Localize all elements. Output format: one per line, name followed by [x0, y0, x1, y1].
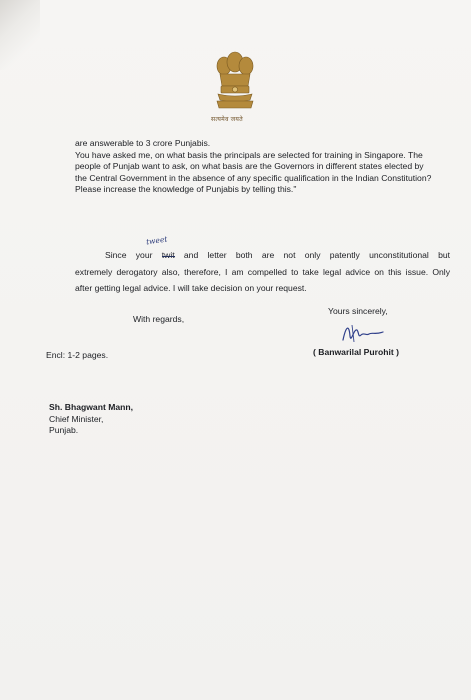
- body-text: Since your: [105, 250, 153, 260]
- body-text: and letter both are not only patently unconstitutional but: [183, 250, 451, 260]
- body-paragraph: [75, 247, 450, 297]
- body-line-1: [75, 247, 450, 264]
- enclosure-note: Encl: 1-2 pages.: [46, 350, 109, 360]
- text-line: Please increase the knowledge of Punjabis by telling this.": [75, 184, 297, 195]
- signatory-name: ( Banwarilal Purohit ): [313, 347, 399, 357]
- emblem-motto: सत्यमेव जयते: [211, 117, 243, 123]
- body-line-3: after getting legal advice. I will take decision on your request.: [75, 283, 307, 293]
- sign-off: Yours sincerely,: [328, 306, 388, 316]
- text-line: You have asked me, on what basis the principals are selected for training in Singapore. The: [75, 149, 423, 160]
- page-curl: [0, 0, 40, 70]
- addressee-block: [49, 402, 133, 437]
- text-line: people of Punjab want to ask, on what basis are the Governors in different states elected by: [75, 161, 424, 172]
- body-line-2: extremely derogatory also, therefore, I am compelled to take legal advice on this issue. Only: [75, 266, 450, 277]
- addressee-designation: Chief Minister,: [49, 413, 104, 424]
- text-line: are answerable to 3 crore Punjabis.: [75, 138, 211, 148]
- signature-icon: [340, 320, 386, 346]
- addressee-name: Sh. Bhagwant Mann,: [49, 402, 134, 412]
- handwritten-correction: tweet: [145, 234, 168, 247]
- text-line: the Central Government in the absence of any specific qualification in the Indian Constitution?: [75, 172, 432, 183]
- quoted-paragraph: [75, 138, 431, 196]
- closing: With regards,: [133, 314, 185, 324]
- national-emblem-icon: [212, 50, 258, 116]
- struck-word: twit: [161, 250, 175, 260]
- addressee-place: Punjab.: [49, 425, 79, 436]
